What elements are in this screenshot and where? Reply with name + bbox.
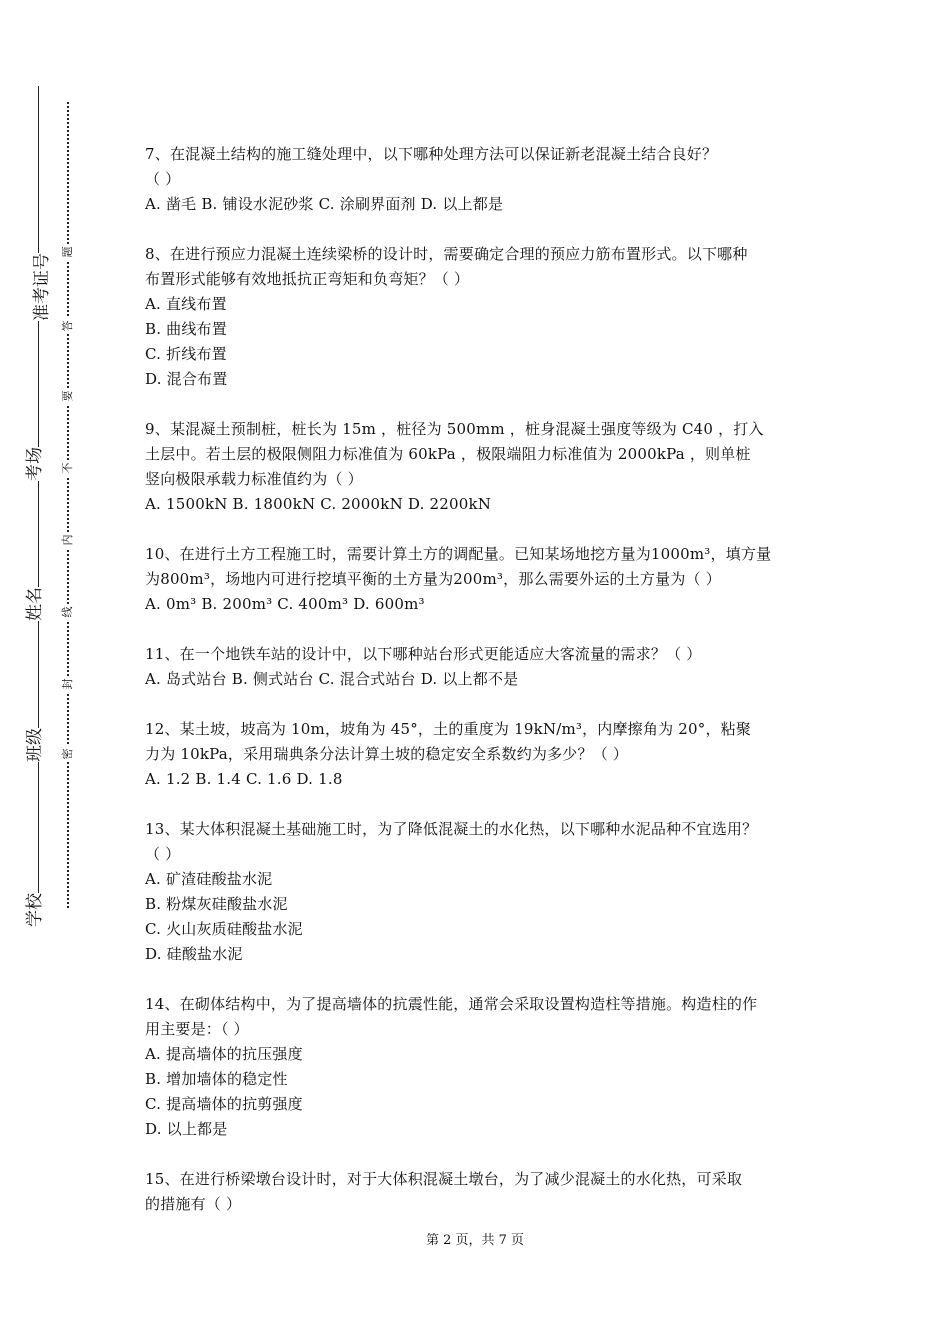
- question-text: 11、在一个地铁车站的设计中，以下哪种站台形式更能适应大客流量的需求？（ ）: [145, 645, 702, 663]
- option-b: B. 增加墙体的稳定性: [145, 1070, 288, 1088]
- question-text: 15、在进行桥梁墩台设计时，对于大体积混凝土墩台，为了减少混凝土的水化热，可采取: [145, 1170, 743, 1188]
- option-d: D. 混合布置: [145, 370, 228, 388]
- question-text: 的措施有（ ）: [145, 1195, 242, 1213]
- question-9: [145, 417, 815, 517]
- school-label: 学校: [25, 893, 45, 927]
- option-b: B. 粉煤灰硅酸盐水泥: [145, 895, 288, 913]
- options-line: A. 岛式站台 B. 侧式站台 C. 混合式站台 D. 以上都不是: [145, 670, 519, 688]
- options-line: A. 凿毛 B. 铺设水泥砂浆 C. 涂刷界面剂 D. 以上都是: [145, 195, 504, 213]
- option-a: A. 矿渣硅酸盐水泥: [145, 870, 273, 888]
- answer-blank: （ ）: [145, 170, 181, 188]
- question-text: 用主要是：（ ）: [145, 1020, 249, 1038]
- question-text: 12、某土坡，坡高为 10m，坡角为 45°，土的重度为 19kN/m³，内摩擦角为 20°，粘聚: [145, 720, 752, 738]
- seal-char: 不: [60, 460, 76, 476]
- answer-blank: （ ）: [145, 845, 181, 863]
- question-15: [145, 1167, 815, 1217]
- seal-char: 线: [60, 604, 76, 620]
- question-11: [145, 642, 815, 692]
- seal-char: 答: [60, 318, 76, 334]
- question-text: 10、在进行土方工程施工时，需要计算土方的调配量。已知某场地挖方量为1000m³，填方量: [145, 545, 772, 563]
- question-7: [145, 142, 815, 217]
- question-13: [145, 817, 815, 967]
- option-a: A. 提高墙体的抗压强度: [145, 1045, 303, 1063]
- binding-solid-line: [38, 86, 39, 926]
- question-text: 布置形式能够有效地抵抗正弯矩和负弯矩？（ ）: [145, 270, 470, 288]
- option-b: B. 曲线布置: [145, 320, 227, 338]
- option-c: C. 折线布置: [145, 345, 227, 363]
- question-12: [145, 717, 815, 792]
- binding-margin: [0, 0, 90, 1344]
- question-text: 9、某混凝土预制桩，桩长为 15m ，桩径为 500mm ，桩身混凝土强度等级为 C40 ，打入: [145, 420, 764, 438]
- question-list: [145, 142, 815, 1242]
- seal-char: 密: [60, 746, 76, 762]
- seal-char: 内: [60, 532, 76, 548]
- question-10: [145, 542, 815, 617]
- options-line: A. 0m³ B. 200m³ C. 400m³ D. 600m³: [145, 595, 425, 613]
- exam-room-label: 考场: [25, 447, 45, 481]
- option-d: D. 以上都是: [145, 1120, 228, 1138]
- question-14: [145, 992, 815, 1142]
- question-8: [145, 242, 815, 392]
- question-text: 竖向极限承载力标准值约为（ ）: [145, 470, 363, 488]
- option-a: A. 直线布置: [145, 295, 227, 313]
- option-c: C. 提高墙体的抗剪强度: [145, 1095, 303, 1113]
- seal-dotted-line: [67, 102, 69, 908]
- question-text: 8、在进行预应力混凝土连续梁桥的设计时，需要确定合理的预应力筋布置形式。以下哪种: [145, 245, 748, 263]
- class-label: 班级: [25, 728, 45, 762]
- exam-number-label: 准考证号: [32, 253, 52, 321]
- question-text: 14、在砌体结构中，为了提高墙体的抗震性能，通常会采取设置构造柱等措施。构造柱的作: [145, 995, 758, 1013]
- options-line: A. 1.2 B. 1.4 C. 1.6 D. 1.8: [145, 770, 343, 788]
- seal-char: 封: [60, 676, 76, 692]
- question-text: 7、在混凝土结构的施工缝处理中，以下哪种处理方法可以保证新老混凝土结合良好？: [145, 145, 718, 163]
- question-text: 为800m³，场地内可进行挖填平衡的土方量为200m³，那么需要外运的土方量为（ ）: [145, 570, 721, 588]
- page-number: 第 2 页，共 7 页: [425, 1233, 525, 1248]
- question-text: 力为 10kPa，采用瑞典条分法计算土坡的稳定安全系数约为多少？（ ）: [145, 745, 629, 763]
- name-label: 姓名: [25, 587, 45, 621]
- option-c: C. 火山灰质硅酸盐水泥: [145, 920, 303, 938]
- option-d: D. 硅酸盐水泥: [145, 945, 243, 963]
- seal-char: 题: [60, 244, 76, 260]
- question-text: 13、某大体积混凝土基础施工时，为了降低混凝土的水化热，以下哪种水泥品种不宜选用？: [145, 820, 758, 838]
- question-text: 土层中。若土层的极限侧阻力标准值为 60kPa ，极限端阻力标准值为 2000kPa ，则单桩: [145, 445, 751, 463]
- seal-char: 要: [60, 388, 76, 404]
- options-line: A. 1500kN B. 1800kN C. 2000kN D. 2200kN: [145, 495, 492, 513]
